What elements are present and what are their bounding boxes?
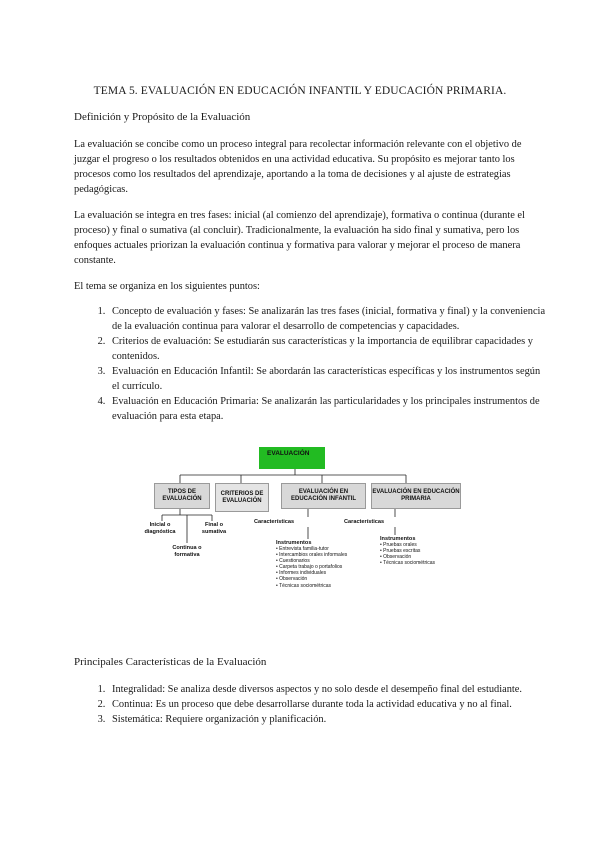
list-item: • Pruebas orales	[380, 542, 470, 548]
section-heading-characteristics: Principales Características de la Evaluación	[74, 656, 267, 668]
list-item: • Observación	[276, 576, 371, 582]
label-continua-formativa: Continua o formativa	[172, 545, 202, 558]
list-item: 4. Evaluación en Educación Primaria: Se analizarán las particularidades y los principales instrumentos de evaluación para esta etapa.	[108, 394, 548, 424]
list-item: • Entrevista familia-tutor	[276, 546, 371, 552]
list-item: 3. Evaluación en Educación Infantil: Se abordarán las características específicas y los instrumentos según el currículo.	[108, 364, 548, 394]
node-evaluacion-primaria: EVALUACIÓN EN EDUCACIÓN PRIMARIA	[371, 483, 461, 509]
list-item: • Carpeta trabajo o portafolios	[276, 564, 371, 570]
label-caracteristicas-infantil: Características	[254, 519, 295, 525]
list-item: • Intercambios orales informales	[276, 552, 371, 558]
characteristics-list	[74, 682, 548, 727]
list-item: 1. Concepto de evaluación y fases: Se analizarán las tres fases (inicial, formativa y final) y la conveniencia de la evaluación continua para valorar el desarrollo de competencias y capacidades.	[108, 304, 548, 334]
list-instrumentos-primaria	[380, 542, 470, 566]
document-title: TEMA 5. EVALUACIÓN EN EDUCACIÓN INFANTIL Y EDUCACIÓN PRIMARIA.	[93, 85, 507, 97]
paragraph-intro-points: El tema se organiza en los siguientes puntos:	[74, 281, 260, 292]
list-item: 2. Criterios de evaluación: Se estudiarán sus características y la importancia de equilibrar capacidades y contenidos.	[108, 334, 548, 364]
node-criterios-evaluacion: CRITERIOS DE EVALUACIÓN	[215, 483, 269, 512]
list-item: • Técnicas sociométricas	[276, 583, 371, 589]
list-item: • Observación	[380, 554, 470, 560]
section-heading-definition: Definición y Propósito de la Evaluación	[74, 111, 251, 123]
label-instrumentos-infantil: Instrumentos	[276, 540, 312, 546]
root-node-evaluacion: EVALUACIÓN	[259, 447, 325, 469]
node-evaluacion-infantil: EVALUACIÓN EN EDUCACIÓN INFANTIL	[281, 483, 366, 509]
label-final-sumativa: Final o sumativa	[201, 522, 227, 535]
list-item: • Informes individuales	[276, 570, 371, 576]
list-item: 1. Integralidad: Se analiza desde diversos aspectos y no solo desde el desempeño final del estudiante.	[108, 682, 548, 697]
list-item: • Técnicas sociométricas	[380, 560, 470, 566]
evaluation-concept-map	[140, 447, 470, 607]
label-inicial-diagnostica: Inicial o diagnóstica	[144, 522, 176, 535]
list-instrumentos-infantil	[276, 546, 371, 589]
paragraph-definition: La evaluación se concibe como un proceso integral para recolectar información relevante con el objetivo de juzgar el progreso o los resultados obtenidos en una actividad educativa. Su propósito es mejorar tanto los procesos como los resultados del aprendizaje, aportando a la toma de decisiones y al ajuste de estrategias pedagógicas.	[74, 139, 522, 195]
label-caracteristicas-primaria: Características	[344, 519, 385, 525]
list-item: 3. Sistemática: Requiere organización y planificación.	[108, 712, 548, 727]
topic-points-list	[74, 304, 548, 424]
list-item: • Cuestionarios	[276, 558, 371, 564]
node-tipos-evaluacion: TIPOS DE EVALUACIÓN	[154, 483, 210, 509]
list-item: • Pruebas escritas	[380, 548, 470, 554]
list-item: 2. Continua: Es un proceso que debe desarrollarse durante toda la actividad educativa y no al final.	[108, 697, 548, 712]
label-instrumentos-primaria: Instrumentos	[380, 536, 416, 542]
paragraph-phases: La evaluación se integra en tres fases: inicial (al comienzo del aprendizaje), formativa o continua (durante el proceso) y final o sumativa (al concluir). Tradicionalmente, la evaluación ha sido final y sumativa, pero los enfoques actuales priorizan la evaluación continua y formativa para valorar y mejorar el proceso de manera constante.	[74, 210, 525, 266]
